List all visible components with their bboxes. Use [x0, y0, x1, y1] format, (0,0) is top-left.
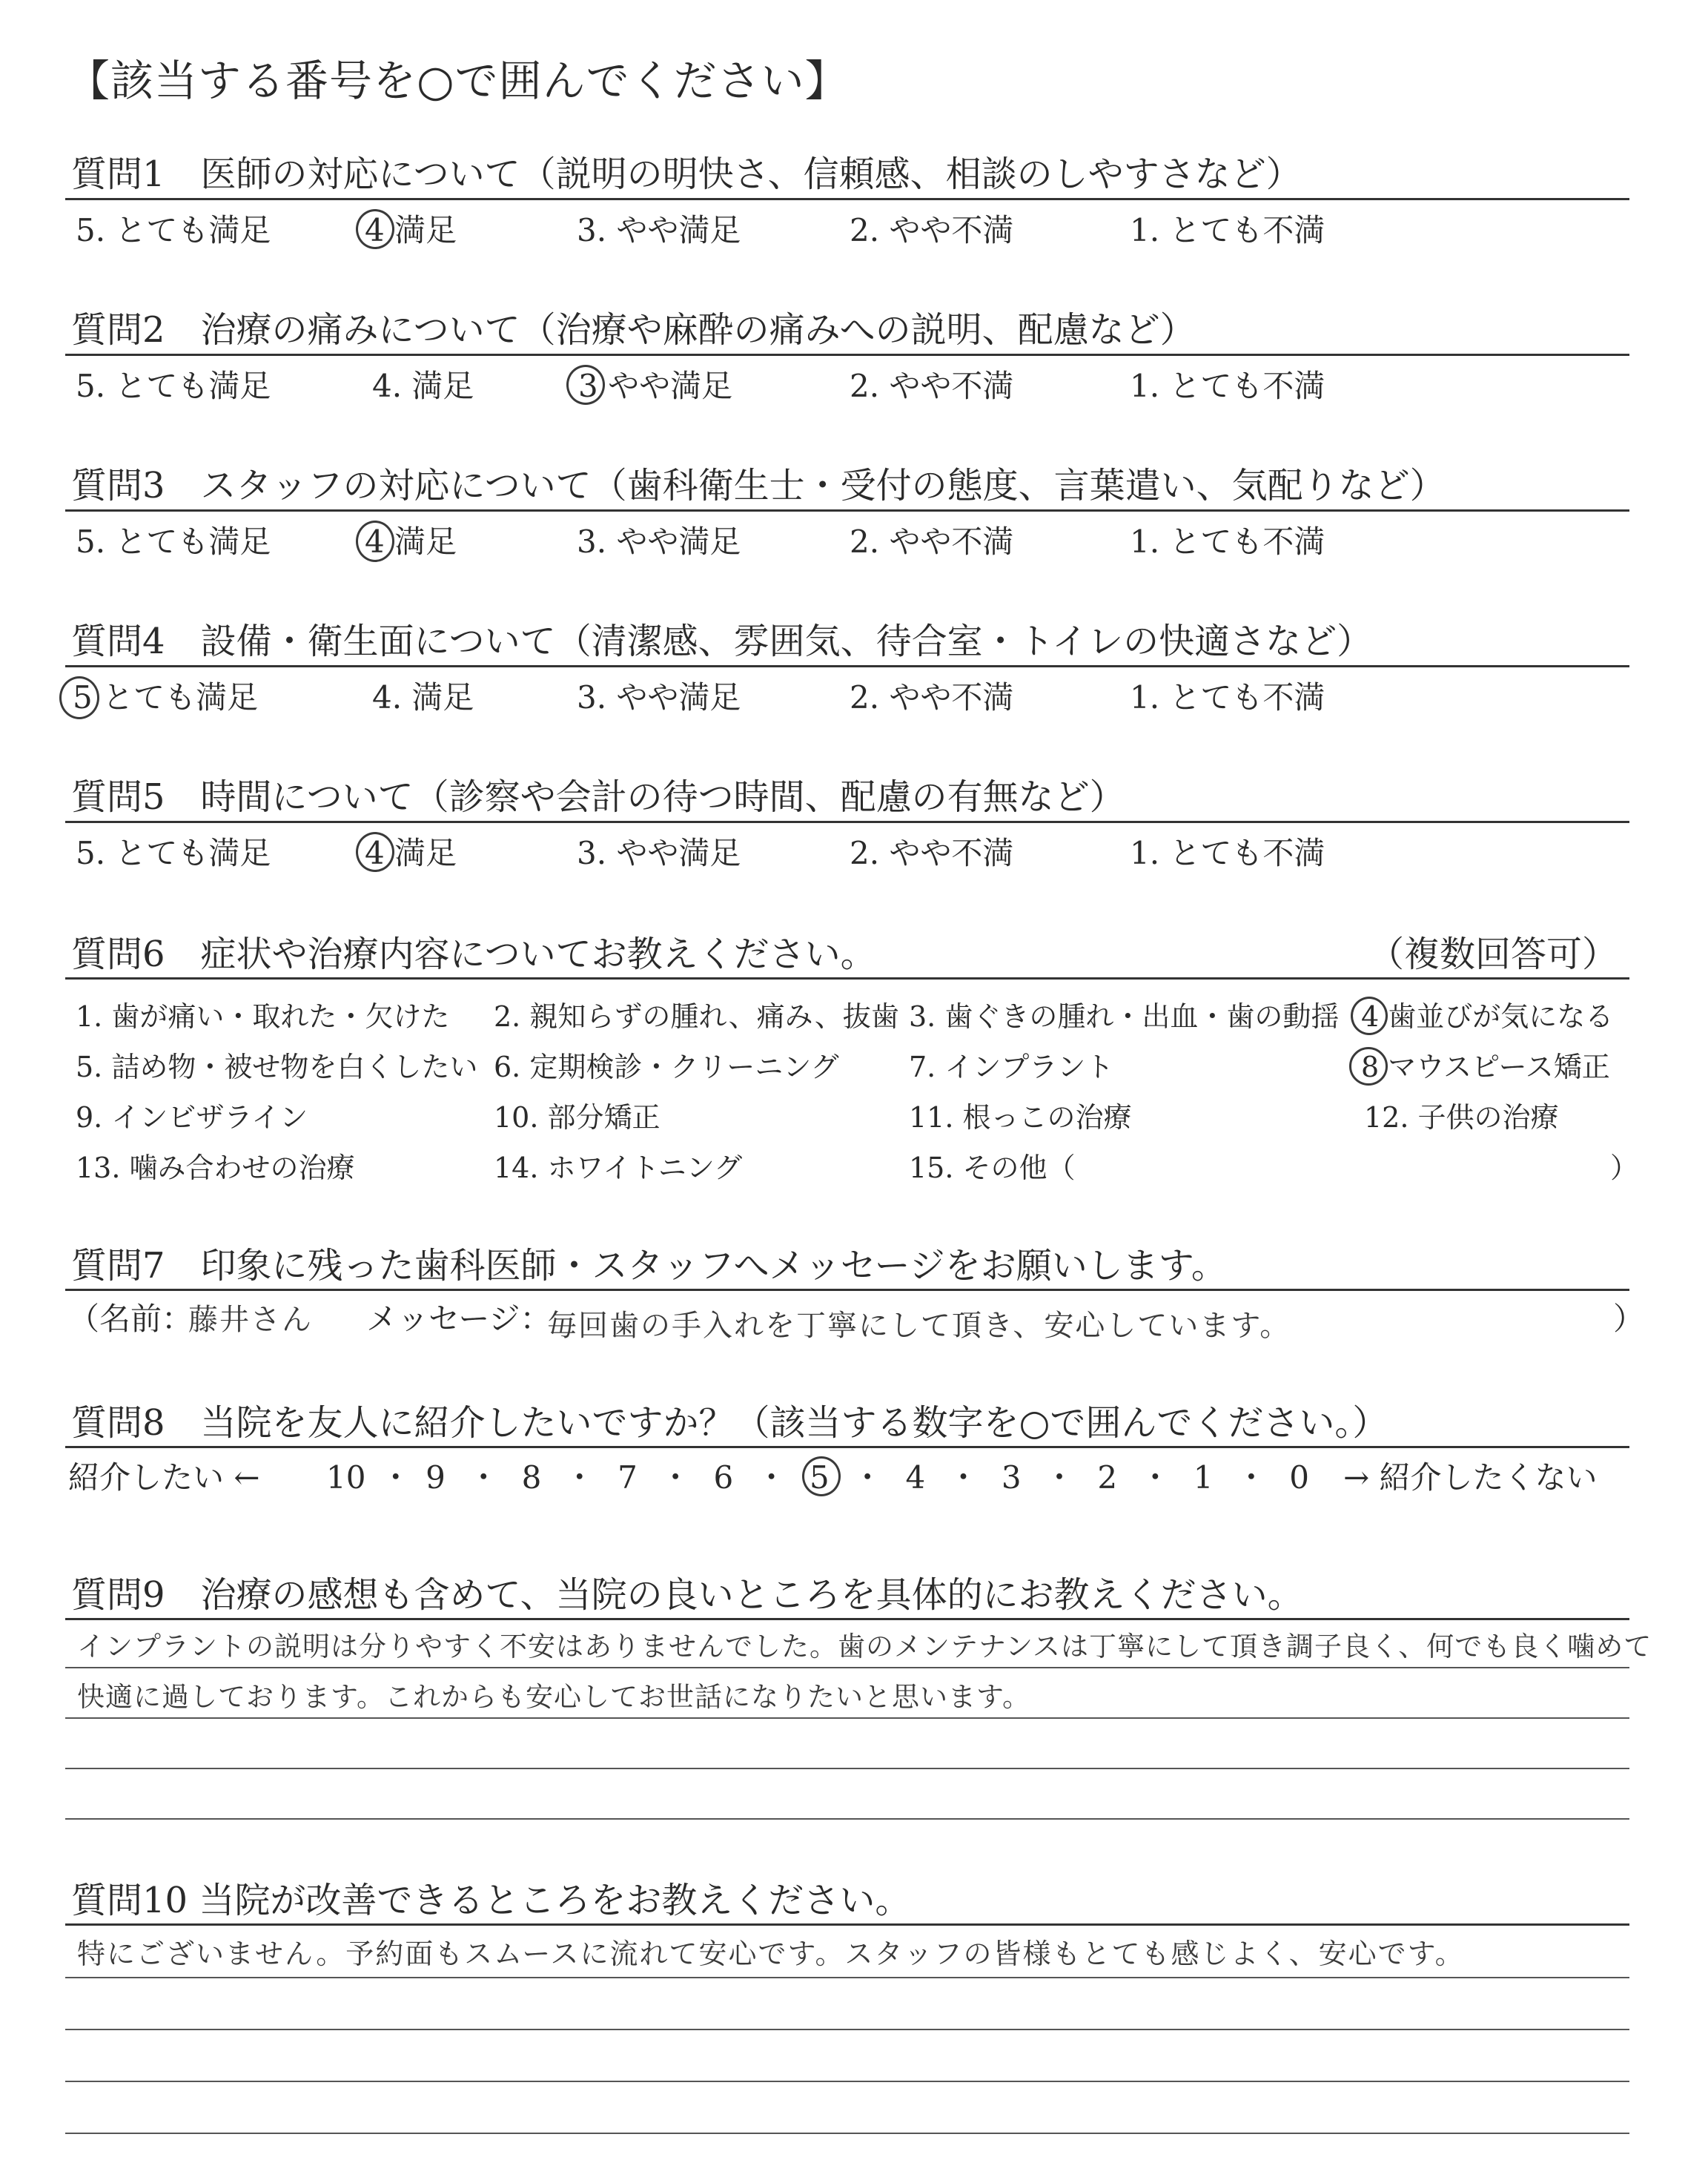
- q4-option-1[interactable]: 1. とても不満: [1130, 679, 1325, 716]
- q8-scale-2[interactable]: 2: [1097, 1459, 1118, 1496]
- q2-option-3[interactable]: 3 やや満足: [578, 368, 733, 404]
- q8-separator: ・: [1139, 1459, 1171, 1496]
- q3-rule: [65, 509, 1629, 512]
- q8-scale-7[interactable]: 7: [618, 1459, 638, 1496]
- q4-selection-circle: [59, 676, 99, 719]
- q7-rule: [65, 1289, 1629, 1291]
- q4-option-4[interactable]: 4. 満足: [372, 679, 474, 716]
- q1-rule: [65, 198, 1629, 200]
- q6-item-3[interactable]: 3. 歯ぐきの腫れ・出血・歯の動揺: [909, 1000, 1340, 1033]
- q7-close-paren: ）: [1613, 1301, 1645, 1337]
- q9-writing-line: [65, 1667, 1629, 1668]
- q8-separator: ・: [660, 1459, 692, 1496]
- q6-item-2[interactable]: 2. 親知らずの腫れ、痛み、抜歯: [494, 1000, 899, 1033]
- q5-rule: [65, 821, 1629, 823]
- q10-rule: [65, 1923, 1629, 1926]
- q10-writing-line: [65, 1977, 1629, 1978]
- q6-title: 質問6 症状や治療内容についてお教えください。: [71, 934, 876, 975]
- q8-separator: ・: [755, 1459, 787, 1496]
- instruction-heading: 【該当する番号を○で囲んでください】: [67, 56, 849, 106]
- q4-option-2[interactable]: 2. やや不満: [850, 679, 1014, 716]
- q6-item-6[interactable]: 6. 定期検診・クリーニング: [494, 1051, 839, 1083]
- q8-scale-5[interactable]: 5: [809, 1459, 830, 1496]
- q6-item-7[interactable]: 7. インプラント: [909, 1051, 1114, 1083]
- q2-rule: [65, 354, 1629, 356]
- q8-scale-8[interactable]: 8: [521, 1459, 542, 1496]
- q6-multiple-answers-note: （複数回答可）: [1368, 934, 1618, 975]
- q6-item-1[interactable]: 1. 歯が痛い・取れた・欠けた: [76, 1000, 450, 1033]
- q8-title: 質問8 当院を友人に紹介したいですか？（該当する数字を○で囲んでください。）: [71, 1402, 1388, 1444]
- q6-item-12[interactable]: 12. 子供の治療: [1364, 1101, 1559, 1134]
- q6-item-4-selection-circle: [1351, 997, 1388, 1035]
- q2-option-4[interactable]: 4. 満足: [372, 368, 474, 404]
- q8-separator: ・: [852, 1459, 884, 1496]
- q10-title: 質問10 当院が改善できるところをお教えください。: [71, 1880, 911, 1921]
- q3-option-4[interactable]: 4 満足: [365, 524, 457, 560]
- q7-title: 質問7 印象に残った歯科医師・スタッフへメッセージをお願いします。: [71, 1245, 1227, 1287]
- q5-option-4[interactable]: 4 満足: [365, 835, 457, 871]
- q9-answer-line-1[interactable]: インプラントの説明は分りやすく不安はありませんでした。歯のメンテナンスは丁寧にして頂き調子良く、何でも良く噛めて: [77, 1631, 1652, 1662]
- q3-selection-circle: [356, 521, 394, 562]
- q1-option-1[interactable]: 1. とても不満: [1130, 212, 1325, 248]
- q6-item-11[interactable]: 11. 根っこの治療: [909, 1101, 1132, 1134]
- q3-option-5[interactable]: 5. とても満足: [76, 524, 271, 560]
- q1-option-3[interactable]: 3. やや満足: [577, 212, 741, 248]
- q10-writing-line: [65, 2081, 1629, 2082]
- q6-item-5[interactable]: 5. 詰め物・被せ物を白くしたい: [76, 1051, 478, 1083]
- q8-scale-9[interactable]: 9: [426, 1459, 446, 1496]
- q1-selection-circle: [356, 209, 394, 249]
- q6-item-4[interactable]: 4 歯並びが気になる: [1361, 1000, 1614, 1033]
- q5-option-5[interactable]: 5. とても満足: [76, 835, 271, 871]
- q8-selection-circle: [802, 1456, 841, 1496]
- q8-separator: ・: [468, 1459, 500, 1496]
- q8-separator: ・: [563, 1459, 595, 1496]
- q3-option-3[interactable]: 3. やや満足: [577, 524, 741, 560]
- q6-item-10[interactable]: 10. 部分矯正: [494, 1101, 661, 1134]
- q8-scale-4[interactable]: 4: [905, 1459, 926, 1496]
- q8-scale-0[interactable]: 0: [1289, 1459, 1309, 1496]
- q6-item-8[interactable]: 8 マウスピース矯正: [1361, 1051, 1610, 1083]
- q9-answer-line-2[interactable]: 快適に過しております。これからも安心してお世話になりたいと思います。: [77, 1681, 1031, 1713]
- q5-option-3[interactable]: 3. やや満足: [577, 835, 741, 871]
- q8-rule: [65, 1446, 1629, 1448]
- q6-item-14[interactable]: 14. ホワイトニング: [494, 1152, 743, 1184]
- q7-name-handwritten[interactable]: 藤井さん: [188, 1303, 313, 1337]
- q9-writing-line: [65, 1768, 1629, 1769]
- q6-item-15-close-paren: ）: [1610, 1152, 1639, 1184]
- q8-separator: ・: [380, 1459, 411, 1496]
- q10-answer-line-1[interactable]: 特にございません。予約面もスムースに流れて安心です。スタッフの皆様もとても感じよく、安心です。: [77, 1938, 1465, 1970]
- q6-item-8-selection-circle: [1349, 1047, 1388, 1086]
- q9-title: 質問9 治療の感想も含めて、当院の良いところを具体的にお教えください。: [71, 1574, 1303, 1616]
- q4-title: 質問4 設備・衛生面について（清潔感、雰囲気、待合室・トイレの快適さなど）: [71, 621, 1373, 662]
- q9-writing-line: [65, 1717, 1629, 1719]
- q8-separator: ・: [1235, 1459, 1267, 1496]
- q8-scale-3[interactable]: 3: [1001, 1459, 1022, 1496]
- q6-item-13[interactable]: 13. 噛み合わせの治療: [76, 1152, 355, 1184]
- q4-rule: [65, 665, 1629, 667]
- q2-title: 質問2 治療の痛みについて（治療や麻酔の痛みへの説明、配慮など）: [71, 309, 1196, 351]
- q7-message-handwritten[interactable]: 毎回歯の手入れを丁寧にして頂き、安心しています。: [547, 1309, 1291, 1343]
- q3-option-1[interactable]: 1. とても不満: [1130, 524, 1325, 560]
- q2-option-5[interactable]: 5. とても満足: [76, 368, 271, 404]
- q7-message-label: メッセージ：: [366, 1301, 552, 1337]
- q10-writing-line: [65, 2029, 1629, 2030]
- q1-option-4[interactable]: 4 満足: [365, 212, 457, 248]
- q1-title: 質問1 医師の対応について（説明の明快さ、信頼感、相談のしやすさなど）: [71, 153, 1302, 195]
- q4-option-5[interactable]: 5 とても満足: [73, 679, 259, 716]
- q5-title: 質問5 時間について（診察や会計の待つ時間、配慮の有無など）: [71, 776, 1125, 818]
- q2-selection-circle: [566, 365, 605, 405]
- q8-right-label: → 紹介したくない: [1343, 1459, 1598, 1496]
- q8-separator: ・: [1043, 1459, 1075, 1496]
- q1-option-2[interactable]: 2. やや不満: [850, 212, 1014, 248]
- q9-rule: [65, 1618, 1629, 1620]
- q5-option-1[interactable]: 1. とても不満: [1130, 835, 1325, 871]
- q5-option-2[interactable]: 2. やや不満: [850, 835, 1014, 871]
- q3-option-2[interactable]: 2. やや不満: [850, 524, 1014, 560]
- q10-writing-line: [65, 2133, 1629, 2134]
- q6-item-15-other[interactable]: 15. その他（: [909, 1152, 1076, 1184]
- q4-option-3[interactable]: 3. やや満足: [577, 679, 741, 716]
- q2-option-1[interactable]: 1. とても不満: [1130, 368, 1325, 404]
- q6-item-9[interactable]: 9. インビザライン: [76, 1101, 308, 1134]
- q2-option-2[interactable]: 2. やや不満: [850, 368, 1014, 404]
- q8-scale-1[interactable]: 1: [1193, 1459, 1214, 1496]
- q8-separator: ・: [947, 1459, 979, 1496]
- q3-title: 質問3 スタッフの対応について（歯科衛生士・受付の態度、言葉遣い、気配りなど）: [71, 465, 1446, 506]
- q5-selection-circle: [356, 832, 394, 872]
- q7-name-label: （名前：: [68, 1301, 193, 1337]
- q6-rule: [65, 977, 1629, 980]
- q8-scale-10[interactable]: 10: [326, 1459, 366, 1496]
- q1-option-5[interactable]: 5. とても満足: [76, 212, 271, 248]
- q8-scale-6[interactable]: 6: [713, 1459, 734, 1496]
- q9-writing-line: [65, 1818, 1629, 1820]
- q8-left-label: 紹介したい ←: [68, 1459, 260, 1496]
